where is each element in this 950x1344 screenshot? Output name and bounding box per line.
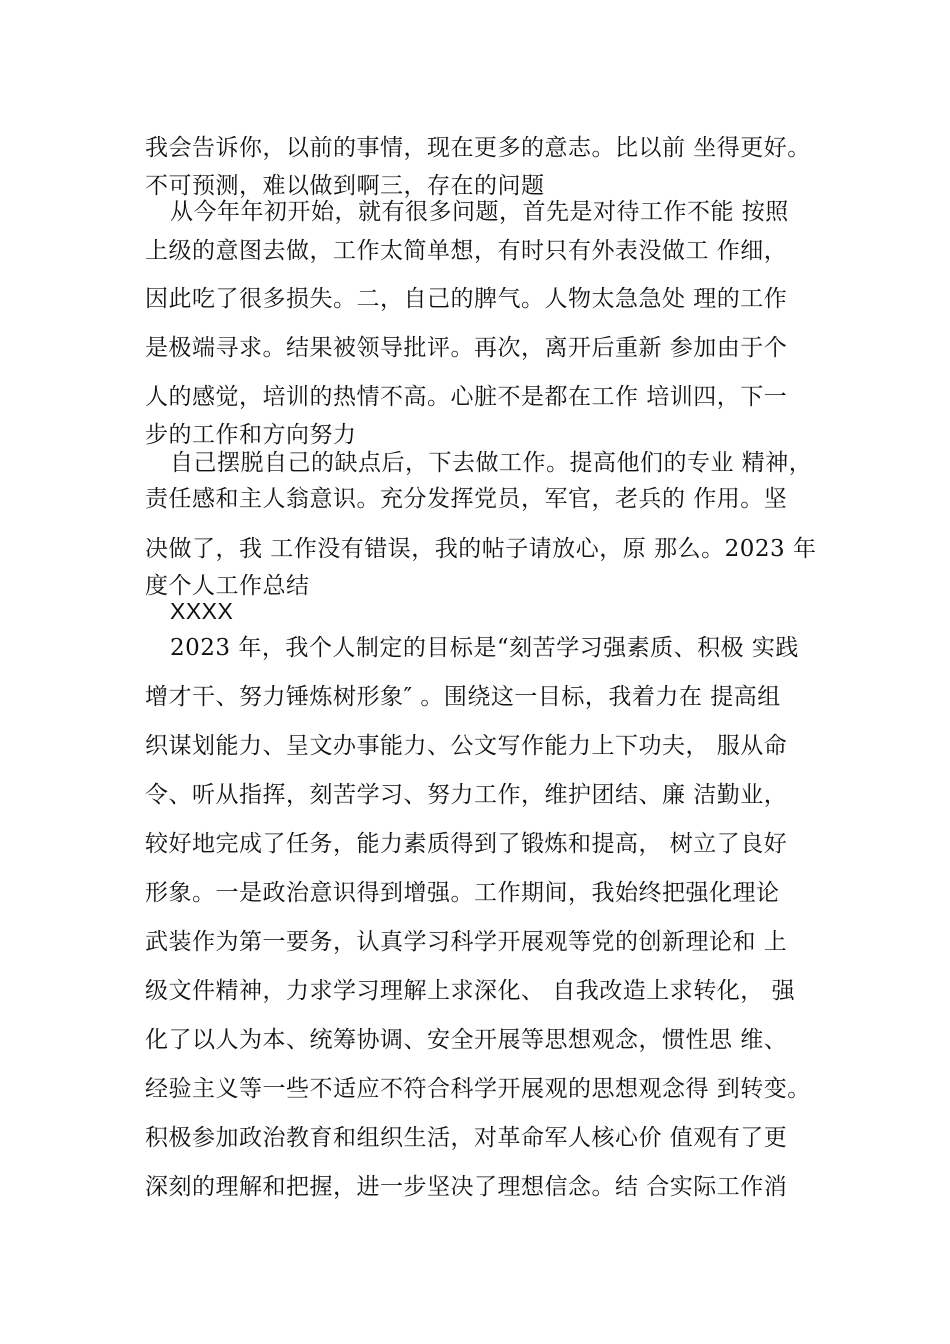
text-line: 步的工作和方向努力: [145, 422, 357, 448]
text-line: 决做了，我 工作没有错误，我的帖子请放心，原 那么。2023 年: [145, 536, 817, 562]
text-line: 化了以人为本、统筹协调、安全开展等思想观念，惯性思 维、: [145, 1027, 788, 1053]
text-line: 度个人工作总结: [145, 573, 310, 599]
text-line: 因此吃了很多损失。二，自己的脾气。人物太急急处 理的工作: [145, 286, 788, 312]
text-line: 人的感觉，培训的热情不高。心脏不是都在工作 培训四，下一: [145, 384, 788, 410]
text-line: 经验主义等一些不适应不符合科学开展观的思想观念得 到转变。: [145, 1076, 811, 1102]
text-line: 增才干、努力锤炼树形象″ 。围绕这一目标，我着力在 提高组: [145, 684, 781, 710]
text-line: 织谋划能力、呈文办事能力、公文写作能力上下功夫， 服从命: [145, 733, 788, 759]
text-line: 责任感和主人翁意识。充分发挥党员，军官，老兵的 作用。坚: [145, 486, 788, 512]
text-line: 自己摆脱自己的缺点后，下去做工作。提高他们的专业 精神，: [170, 450, 813, 476]
text-line: 是极端寻求。结果被领导批评。再次，离开后重新 参加由于个: [145, 335, 788, 361]
text-line: 较好地完成了任务，能力素质得到了锻炼和提高， 树立了良好: [145, 831, 788, 857]
text-line: 级文件精神，力求学习理解上求深化、 自我改造上求转化， 强: [145, 978, 796, 1004]
text-line: 形象。一是政治意识得到增强。工作期间，我始终把强化理论: [145, 880, 780, 906]
text-line: 深刻的理解和把握，进一步坚决了理想信念。结 合实际工作消: [145, 1174, 788, 1200]
text-line: 上级的意图去做，工作太简单想，有时只有外表没做工 作细，: [145, 238, 788, 264]
text-line: 从今年年初开始，就有很多问题，首先是对待工作不能 按照: [170, 199, 789, 225]
text-line: 武装作为第一要务，认真学习科学开展观等党的创新理论和 上: [145, 929, 788, 955]
text-line: 令、听从指挥，刻苦学习、努力工作，维护团结、廉 洁勤业，: [145, 782, 788, 808]
text-line: 我会告诉你，以前的事情，现在更多的意志。比以前 坐得更好。: [145, 135, 811, 161]
text-line: 积极参加政治教育和组织生活，对革命军人核心价 值观有了更: [145, 1125, 788, 1151]
text-line: 2023 年，我个人制定的目标是“刻苦学习强素质、积极 实践: [170, 635, 799, 661]
author-line: XXXX: [170, 598, 234, 624]
text-line: 不可预测，难以做到啊三，存在的问题: [145, 173, 545, 199]
